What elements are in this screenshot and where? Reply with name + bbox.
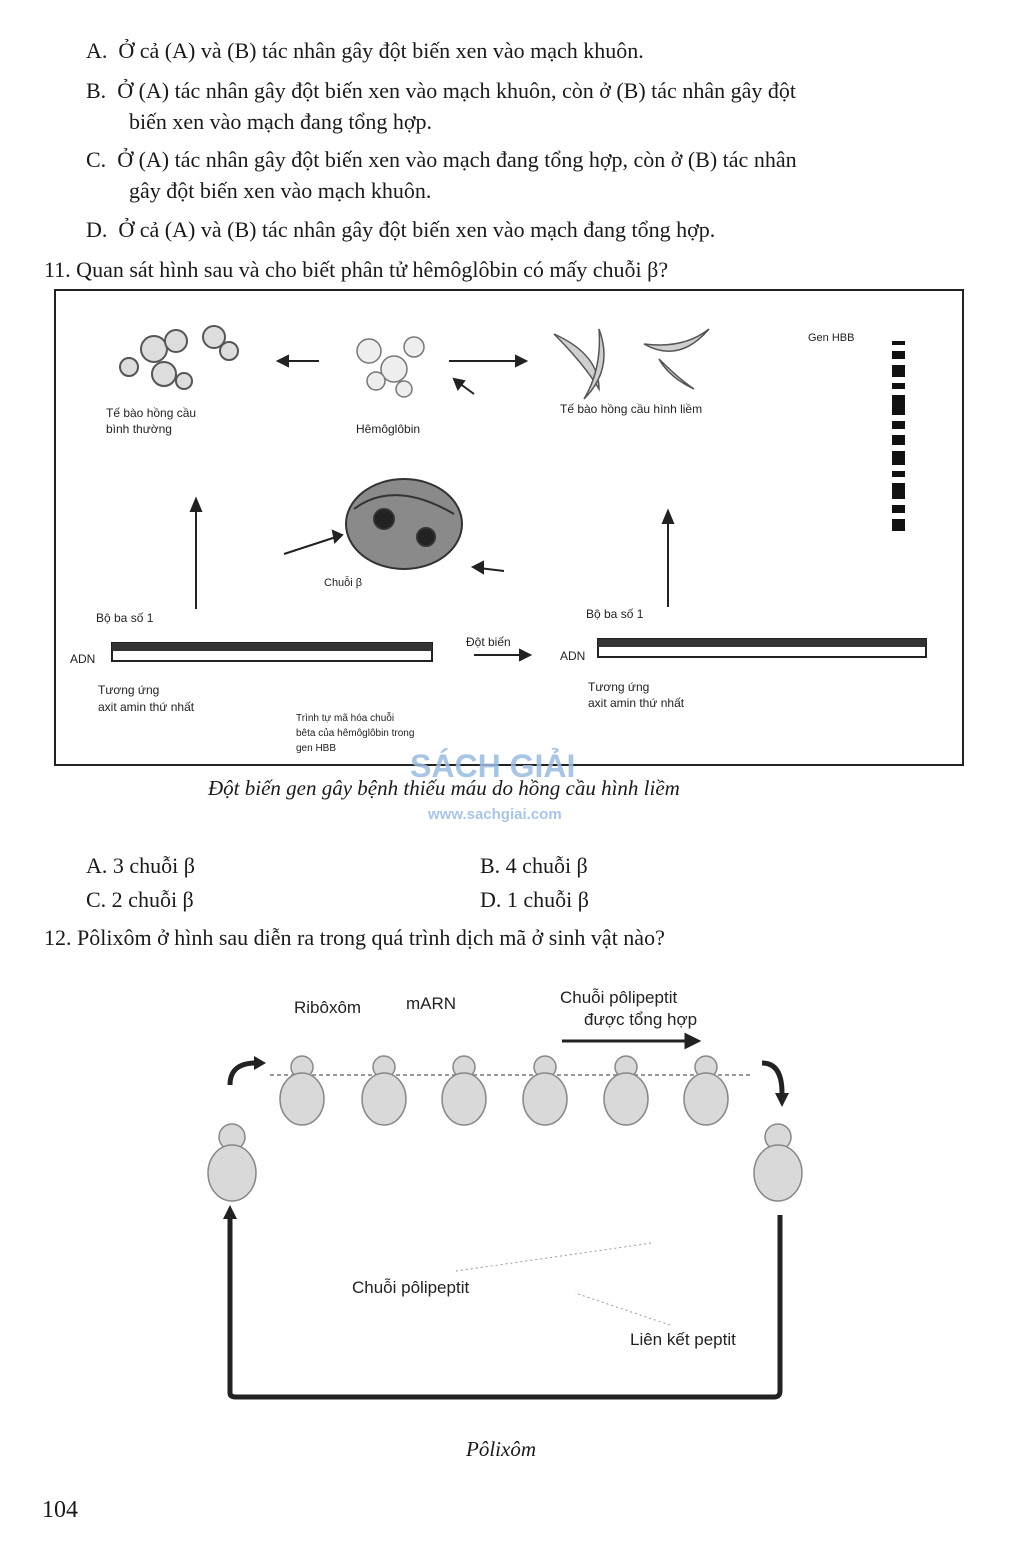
q10-option-c-line2: gây đột biến xen vào mạch khuôn.	[129, 178, 432, 203]
q10-option-d: D. Ở cả (A) và (B) tác nhân gây đột biến xen vào mạch đang tổng hợp.	[86, 217, 716, 242]
q10-option-b-line2: biến xen vào mạch đang tổng hợp.	[129, 109, 433, 134]
gene-hbb-label: Gen HBB	[808, 332, 855, 344]
q12-caption: Pôlixôm	[466, 1437, 536, 1461]
sickle-cell-figure	[54, 289, 966, 767]
svg-text:Chuỗi pôlipeptitđược tổng hợp	[560, 988, 697, 1029]
q11-answer-c: C. 2 chuỗi β	[86, 887, 194, 912]
ribosome-free-left	[208, 1124, 256, 1201]
q12-question: 12. Pôlixôm ở hình sau diễn ra trong quá trình dịch mã ở sinh vật nào?	[44, 925, 665, 950]
q11-answer-d: D. 1 chuỗi β	[480, 887, 589, 912]
chain-synth-label-1: Chuỗi pôlipeptit	[560, 988, 678, 1007]
triplet-left-label: Bộ ba số 1	[96, 611, 154, 625]
corresponding-right-1: Tương ứng	[588, 680, 650, 694]
hemoglobin-label: Hêmôglôbin	[356, 422, 421, 436]
peptide-pointer	[575, 1293, 670, 1325]
triplet-right-label: Bộ ba số 1	[586, 607, 644, 621]
q10-option-c-line1: C. Ở (A) tác nhân gây đột biến xen vào mạch đang tổng hợp, còn ở (B) tác nhân	[86, 147, 797, 172]
corresponding-left-1: Tương ứng	[98, 683, 160, 697]
chain-label: Chuỗi pôlipeptit	[352, 1278, 470, 1297]
q11-answer-b: B. 4 chuỗi β	[480, 853, 588, 878]
normal-cells-label-2: bình thường	[106, 422, 172, 436]
watermark-brand: SÁCH GIẢI	[410, 748, 576, 784]
dna-bases-left	[112, 643, 432, 651]
sequence-label-1: Trình tự mã hóa chuỗi	[296, 713, 395, 724]
q11-caption: Đột biến gen gây bệnh thiếu máu do hồng cầu hình liềm	[208, 776, 680, 800]
ribosome-free-right	[754, 1124, 802, 1201]
beta-chain-label: Chuỗi β	[324, 577, 363, 589]
page-number: 104	[42, 1497, 78, 1523]
q10-option-a: A. Ở cả (A) và (B) tác nhân gây đột biến xen vào mạch khuôn.	[86, 38, 644, 63]
adn-left-label: ADN	[70, 652, 96, 666]
ribosome-5	[604, 1056, 648, 1125]
peptide-bond-label: Liên kết peptit	[630, 1330, 736, 1349]
corresponding-left-2: axit amin thứ nhất	[98, 700, 195, 714]
ribosome-3	[442, 1056, 486, 1125]
watermark-url: www.sachgiai.com	[428, 806, 562, 823]
mrna-label: mARN	[406, 994, 457, 1013]
adn-right-label: ADN	[560, 649, 586, 663]
ribosomes	[208, 1056, 802, 1201]
q10-option-b-line1: B. Ở (A) tác nhân gây đột biến xen vào mạch khuôn, còn ở (B) tác nhân gây đột	[86, 78, 796, 103]
ribosome-6	[684, 1056, 728, 1125]
polysome-figure	[200, 975, 820, 1425]
mutation-label: Đột biến	[466, 635, 511, 649]
synthesis-direction-arrow	[562, 1035, 698, 1047]
ribosome-1	[280, 1056, 324, 1125]
sequence-label-3: gen HBB	[296, 743, 337, 754]
ribosome-4	[523, 1056, 567, 1125]
beta-chain-protein	[346, 479, 462, 569]
sequence-label-2: bêta của hêmôglôbin trong	[296, 728, 415, 739]
sickle-cells-label: Tế bào hồng cầu hình liềm	[560, 402, 703, 416]
corresponding-right-2: axit amin thứ nhất	[588, 696, 685, 710]
q11-answer-a: A. 3 chuỗi β	[86, 853, 195, 878]
ribosome-label: Ribôxôm	[294, 998, 362, 1017]
q11-question: 11. Quan sát hình sau và cho biết phân tử hêmôglôbin có mấy chuỗi β?	[44, 257, 669, 282]
dna-bases-right	[598, 639, 926, 647]
ribosome-2	[362, 1056, 406, 1125]
chain-pointer	[456, 1243, 652, 1271]
normal-cells-label-1: Tế bào hồng cầu	[106, 406, 197, 420]
chain-synth-label-2: được tổng hợp	[584, 1010, 698, 1029]
